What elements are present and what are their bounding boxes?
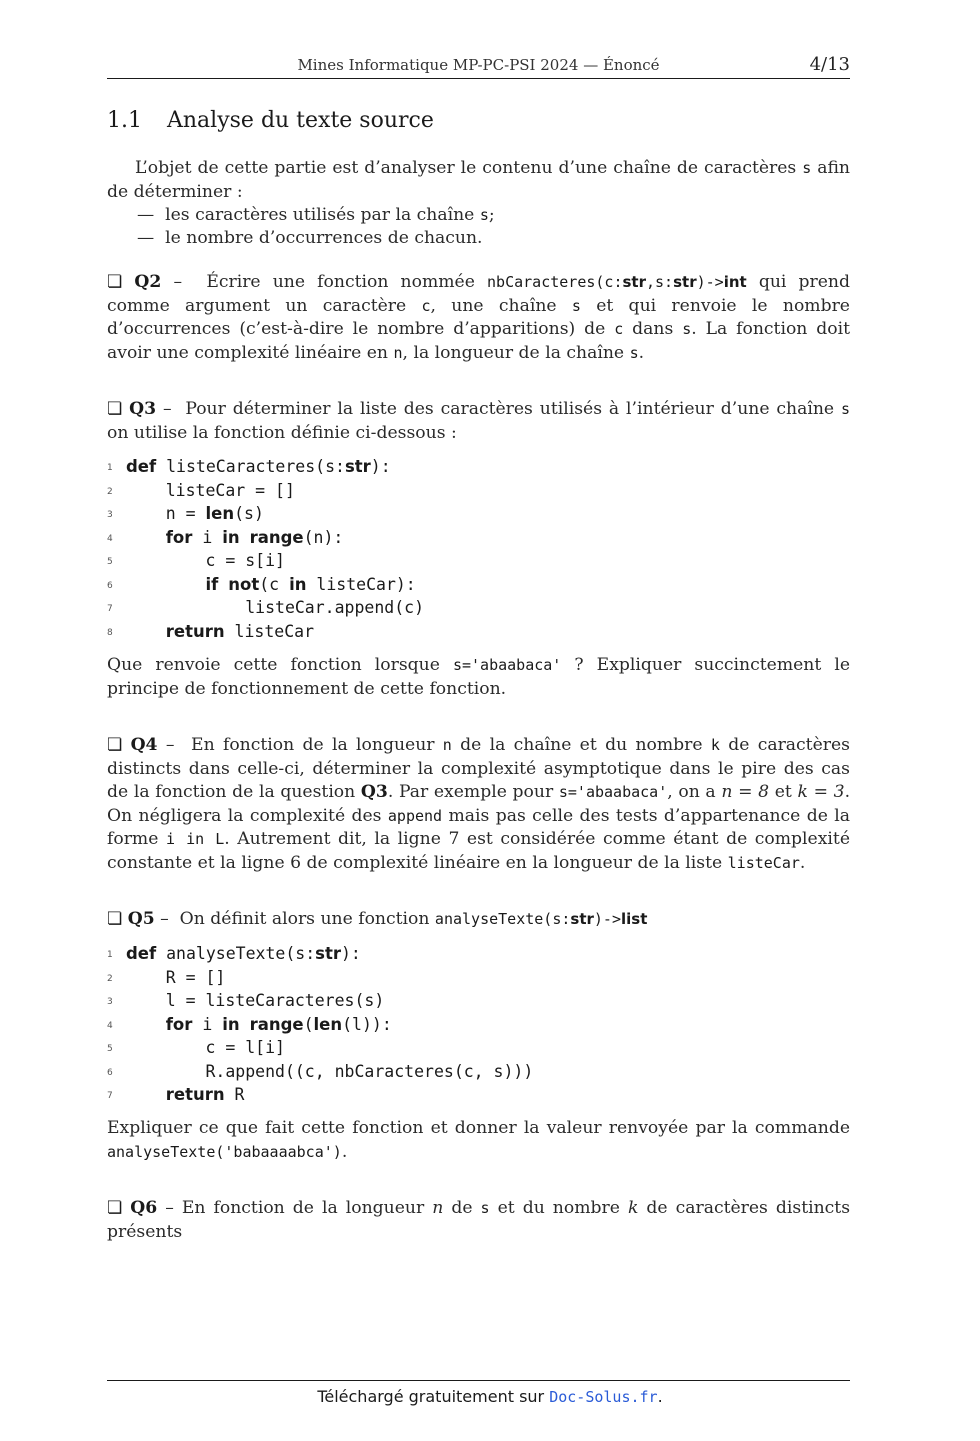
q5-followup — [107, 1117, 850, 1164]
code-inline: n — [393, 343, 403, 362]
code-line: 3 n = len(s) — [107, 504, 264, 523]
separator: – — [173, 272, 183, 292]
text: on utilise la fonction définie ci-dessous : — [107, 422, 457, 443]
code-inline: s='abaabaca' — [558, 783, 668, 801]
code-inline: i in L — [165, 830, 225, 848]
list-item-punct: ; — [488, 205, 495, 225]
text: Écrire une fonction nommée — [206, 272, 475, 292]
code-line: 5 c = s[i] — [107, 551, 285, 570]
text: En fonction de la longueur — [191, 735, 435, 755]
text: En fonction de la longueur — [181, 1198, 425, 1218]
intro-text: déterminer : — [133, 181, 243, 202]
list-item — [137, 205, 495, 225]
math-inline: k = 3 — [797, 782, 845, 802]
line-number: 4 — [107, 1020, 113, 1031]
code-line: 3 l = listeCaracteres(s) — [107, 991, 385, 1010]
text: Que renvoie cette fonction lorsque — [107, 655, 440, 675]
footer-link[interactable]: Doc-Solus.fr — [549, 1388, 658, 1406]
code-listing-q5 — [107, 943, 850, 1108]
intro-paragraph — [107, 157, 850, 204]
intro-text: afin de — [107, 158, 850, 202]
text: . La fonction doit avoir une complexité linéaire en — [107, 319, 851, 363]
text: , la longueur de la chaîne — [402, 342, 625, 363]
question-label: Q5 — [127, 909, 155, 929]
code-inline: s — [479, 206, 489, 224]
question-ref: Q3 — [360, 782, 388, 802]
list-dash: — — [137, 228, 155, 248]
code-inline: analyseTexte('babaaaabca') — [107, 1142, 342, 1161]
code-inline: s — [682, 320, 692, 338]
text: Expliquer ce que fait cette fonction et donner la valeur renvoyée par la commande — [107, 1118, 850, 1138]
line-number: 1 — [107, 950, 113, 960]
question-q2 — [107, 271, 850, 365]
code-inline: k — [710, 736, 720, 754]
header-title: Mines Informatique MP-PC-PSI 2024 — Énoncé — [297, 56, 660, 74]
checkbox-icon: ❏ — [107, 399, 123, 419]
math-inline: k — [627, 1198, 639, 1218]
text: de la chaîne et du nombre — [460, 735, 703, 755]
text: qui prend comme argument un caractère — [107, 272, 850, 316]
section-title: Analyse du texte source — [167, 108, 434, 133]
code-line: 6 if not(c in listeCar): — [107, 574, 416, 594]
line-number: 3 — [107, 510, 113, 520]
code-line: 7 listeCar.append(c) — [107, 598, 425, 617]
question-q3 — [107, 398, 850, 445]
code-line: 2 listeCar = [] — [107, 480, 295, 500]
footer-text: Téléchargé gratuitement sur — [317, 1387, 545, 1406]
question-q6 — [107, 1197, 850, 1244]
code-inline: n — [442, 736, 452, 754]
text: et — [774, 782, 792, 802]
separator: – — [162, 399, 172, 419]
text: et qui renvoie le nombre d’occurrences (c’est-à-dire le nombre d’apparitions) de — [107, 295, 850, 339]
code-inline: s — [629, 343, 639, 362]
question-q5 — [107, 908, 850, 932]
list-dash: — — [137, 205, 155, 225]
text: dans — [632, 319, 674, 339]
code-inline: append — [387, 806, 443, 825]
text: , on a — [667, 782, 716, 802]
section-number: 1.1 — [107, 108, 142, 133]
question-label: Q6 — [130, 1198, 158, 1218]
code-line: 4 for i in range(n): — [107, 527, 344, 547]
code-inline: listeCar — [727, 853, 800, 872]
checkbox-icon: ❏ — [107, 272, 123, 292]
code-inline: s — [480, 1199, 490, 1217]
line-number: 6 — [107, 1067, 113, 1078]
checkbox-icon: ❏ — [107, 1198, 123, 1218]
text: . On négligera la complexité des — [107, 782, 851, 826]
intro-text: L’objet de cette partie est d’analyser le contenu d’une chaîne de caractères — [135, 158, 797, 178]
code-inline: s — [840, 400, 850, 418]
code-line: 2 R = [] — [107, 967, 226, 987]
line-number: 1 — [107, 463, 113, 473]
code-inline: c — [614, 320, 624, 338]
function-signature: analyseTexte(s:str)->list — [434, 910, 648, 928]
text: Pour déterminer la liste des caractères utilisés à l’intérieur d’une chaîne — [185, 399, 835, 419]
code-line: 4 for i in range(len(l)): — [107, 1014, 392, 1034]
code-line: 6 R.append((c, nbCaracteres(c, s))) — [107, 1061, 534, 1081]
separator: – — [160, 909, 169, 929]
code-line: 1 def analyseTexte(s:str): — [107, 944, 361, 963]
separator: – — [165, 1198, 174, 1218]
q3-followup — [107, 654, 850, 701]
text: . Autrement dit, la ligne 7 est considérée comme étant de complexité constante et la ligne 6 de complexité linéaire en la longueur de la liste — [107, 829, 850, 873]
text: . Par exemple pour — [387, 782, 554, 802]
question-q4 — [107, 734, 850, 875]
line-number: 6 — [107, 580, 113, 591]
footer-divider — [107, 1380, 850, 1381]
line-number: 7 — [107, 1091, 113, 1101]
page-header — [107, 54, 850, 79]
question-label: Q3 — [129, 399, 157, 419]
text: . — [799, 852, 806, 873]
line-number: 2 — [107, 486, 113, 497]
code-line: 8 return listeCar — [107, 621, 315, 641]
line-number: 3 — [107, 997, 113, 1007]
code-inline: c — [421, 296, 431, 315]
footer-punct: . — [657, 1387, 663, 1406]
code-inline: s — [571, 296, 581, 315]
line-number: 2 — [107, 973, 113, 984]
text: mais pas celle des tests d’appartenance de la forme — [107, 805, 851, 849]
line-number: 7 — [107, 604, 113, 614]
checkbox-icon: ❏ — [107, 735, 123, 755]
text: , une chaîne — [430, 295, 557, 316]
code-listing-q3 — [107, 456, 850, 644]
text: de — [451, 1198, 473, 1218]
section-heading — [107, 108, 434, 133]
math-inline: n — [432, 1198, 444, 1218]
page-footer — [0, 1387, 980, 1406]
list-item — [137, 228, 483, 248]
line-number: 5 — [107, 557, 113, 567]
line-number: 4 — [107, 533, 113, 544]
text: ? Expliquer succinctement le principe de fonctionnement de cette fonction. — [107, 655, 850, 699]
question-label: Q2 — [134, 272, 162, 292]
text: On définit alors une fonction — [179, 909, 430, 929]
text: . — [341, 1141, 348, 1162]
code-line: 5 c = l[i] — [107, 1038, 285, 1057]
list-item-text: les caractères utilisés par la chaîne — [165, 205, 475, 225]
checkbox-icon: ❏ — [107, 909, 123, 929]
text: et du nombre — [497, 1198, 620, 1218]
text: . — [638, 342, 645, 363]
question-label: Q4 — [130, 735, 158, 755]
math-inline: n = 8 — [721, 782, 770, 802]
line-number: 8 — [107, 627, 113, 638]
text: de caractères distincts présents — [107, 1198, 851, 1242]
list-item-text: le nombre d’occurrences de chacun. — [165, 228, 483, 248]
text: de caractères distincts dans celle-ci, déterminer la complexité asymptotique dans le pire des cas de la fonction de la question — [107, 735, 850, 802]
page-number: 4/13 — [809, 54, 850, 75]
code-inline: s='abaabaca' — [452, 656, 562, 674]
code-line: 7 return R — [107, 1085, 245, 1104]
separator: – — [165, 735, 175, 755]
code-line: 1 def listeCaracteres(s:str): — [107, 457, 391, 476]
function-signature: nbCaracteres(c:str,s:str)->int — [487, 273, 747, 291]
code-inline: s — [802, 159, 812, 177]
line-number: 5 — [107, 1044, 113, 1054]
